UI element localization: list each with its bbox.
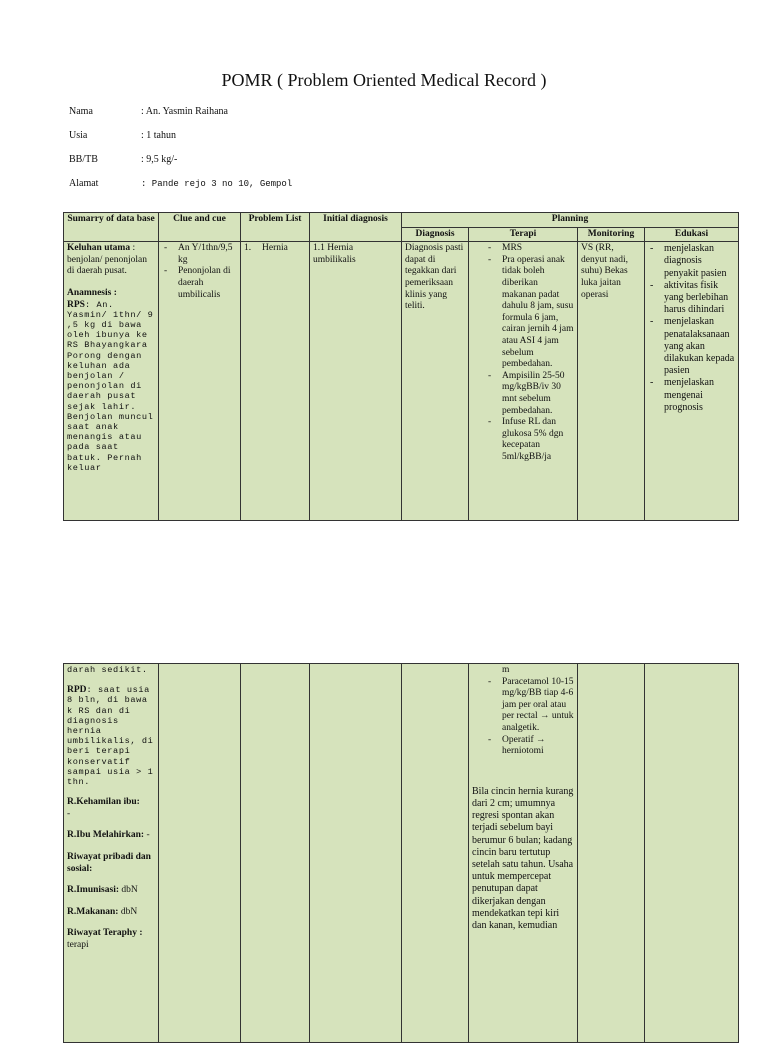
name-label: Nama bbox=[69, 106, 93, 117]
initial-diagnosis-cell-cont bbox=[310, 664, 402, 1043]
header-summary: Sumarry of data base bbox=[64, 213, 159, 242]
keluhan-label: Keluhan utama bbox=[67, 243, 131, 254]
pomr-table-page1 bbox=[63, 212, 739, 521]
header-terapi: Terapi bbox=[469, 227, 578, 242]
clue-cell-cont bbox=[159, 664, 241, 1043]
summary-cell-cont bbox=[64, 664, 159, 1043]
name-value: : An. Yasmin Raihana bbox=[141, 106, 228, 117]
edukasi-cell-cont bbox=[645, 664, 739, 1043]
terapi-item: - Infuse RL dan glukosa 5% dgn kecepatan 5ml/kgBB/ja bbox=[486, 417, 574, 463]
terapi-cont-text: m bbox=[502, 665, 510, 675]
edukasi-cell bbox=[645, 242, 739, 521]
patient-age-row bbox=[69, 130, 176, 141]
header-monitoring: Monitoring bbox=[578, 227, 645, 242]
pomr-table-page2 bbox=[63, 663, 739, 1043]
initial-diagnosis-cell: 1.1 Hernia umbilikalis bbox=[310, 242, 402, 521]
pribadi-label: Riwayat pribadi dan sosial: bbox=[67, 852, 151, 874]
address-label: Alamat bbox=[69, 178, 99, 189]
patient-address-row bbox=[69, 178, 292, 189]
edukasi-item: - aktivitas fisik yang berlebihan harus dihindari bbox=[648, 280, 735, 317]
summary-cell bbox=[64, 242, 159, 521]
diagnosis-cell-cont bbox=[402, 664, 469, 1043]
kehamilan-label: R.Kehamilan ibu: bbox=[67, 797, 140, 808]
edukasi-item: - menjelaskan mengenai prognosis bbox=[648, 377, 735, 414]
terapi-paragraph: Bila cincin hernia kurang dari 2 cm; umumnya regresi spontan akan terjadi sebelum bayi berumur 6 bulan; kadang cincin baru tertutup setelah satu tahun. Usaha untuk mempercepat penutupan dapat dikerjakan dengan mendekatkan tepi kiri dan kanan, kemudian bbox=[472, 785, 574, 931]
problem-number: 1. bbox=[244, 243, 252, 254]
keluhan-text: : benjolan/ penonjolan di daerah pusat. bbox=[67, 243, 147, 277]
terapi-cell-cont bbox=[469, 664, 578, 1043]
terapi-item: - Ampisilin 25-50 mg/kgBB/iv 30 mnt sebelum pembedahan. bbox=[486, 371, 574, 417]
header-problem-list: Problem List bbox=[241, 213, 310, 242]
terapy-label: Riwayat Teraphy : bbox=[67, 928, 143, 939]
terapi-item: - Paracetamol 10-15 mg/kg/BB tiap 4-6 jam per oral atau per rectal → untuk analgetik. bbox=[486, 677, 574, 735]
rps-text: : An. Yasmin/ 1thn/ 9 ,5 kg di bawa oleh ibunya ke RS Bhayangkara Porong dengan keluhan ada benjolan / penonjolan di daerah pusat sejak lahir. Benjolan muncul saat anak menangis atau pada saat batuk. Pernah keluar bbox=[67, 299, 154, 473]
weight-value: : 9,5 kg/- bbox=[141, 154, 178, 165]
edukasi-item: - menjelaskan penatalaksanaan yang akan dilakukan kepada pasien bbox=[648, 316, 735, 377]
page-title: POMR ( Problem Oriented Medical Record ) bbox=[221, 70, 547, 90]
anamnesis-label: Anamnesis : bbox=[67, 287, 117, 298]
header-edukasi: Edukasi bbox=[645, 227, 739, 242]
problem-text: Hernia bbox=[262, 243, 288, 254]
patient-name-row bbox=[69, 106, 228, 117]
diagnosis-cell: Diagnosis pasti dapat di tegakkan dari pemeriksaan klinis yang teliti. bbox=[402, 242, 469, 521]
age-label: Usia bbox=[69, 130, 88, 141]
header-initial-diagnosis: Initial diagnosis bbox=[310, 213, 402, 242]
clue-item: - An Y/1thn/9,5 kg bbox=[162, 243, 237, 266]
terapy-text: terapi bbox=[67, 939, 89, 950]
edukasi-item: - menjelaskan diagnosis penyakit pasien bbox=[648, 243, 735, 280]
terapi-item: - Pra operasi anak tidak boleh diberikan makanan padat dahulu 8 jam, susu formula 6 jam, cairan jernih 4 jam atau ASI 4 jam sebelum pembedahan. bbox=[486, 255, 574, 371]
rpd-label: RPD bbox=[67, 685, 87, 696]
clue-cell bbox=[159, 242, 241, 521]
melahirkan-label: R.Ibu Melahirkan: bbox=[67, 830, 145, 841]
terapi-item: - MRS bbox=[486, 243, 574, 255]
makanan-label: R.Makanan: bbox=[67, 906, 119, 917]
darah-text: darah sedikit. bbox=[67, 665, 148, 675]
terapi-item: - Operatif → herniotomi bbox=[486, 735, 574, 758]
header-planning: Planning bbox=[402, 213, 739, 228]
monitoring-cell-cont bbox=[578, 664, 645, 1043]
clue-item: - Penonjolan di daerah umbilicalis bbox=[162, 266, 237, 301]
problem-cell bbox=[241, 242, 310, 521]
problem-cell-cont bbox=[241, 664, 310, 1043]
address-value: : Pande rejo 3 no 10, Gempol bbox=[141, 179, 293, 189]
rpd-text: : saat usia 8 bln, di bawa k RS dan di diagnosis hernia umbilikalis, di beri terapi konservatif sampai usia > 1 thn. bbox=[67, 685, 154, 788]
melahirkan-text: - bbox=[144, 830, 150, 841]
age-value: : 1 tahun bbox=[141, 130, 176, 141]
patient-weight-row bbox=[69, 154, 177, 165]
terapi-cell bbox=[469, 242, 578, 521]
imunisasi-text: dbN bbox=[119, 885, 138, 896]
header-diagnosis: Diagnosis bbox=[402, 227, 469, 242]
header-clue: Clue and cue bbox=[159, 213, 241, 242]
imunisasi-label: R.Imunisasi: bbox=[67, 885, 119, 896]
monitoring-cell: VS (RR, denyut nadi, suhu) Bekas luka jaitan operasi bbox=[578, 242, 645, 521]
kehamilan-text: - bbox=[67, 808, 71, 819]
makanan-text: dbN bbox=[118, 906, 138, 917]
weight-label: BB/TB bbox=[69, 154, 98, 165]
rps-label: RPS bbox=[67, 299, 85, 310]
